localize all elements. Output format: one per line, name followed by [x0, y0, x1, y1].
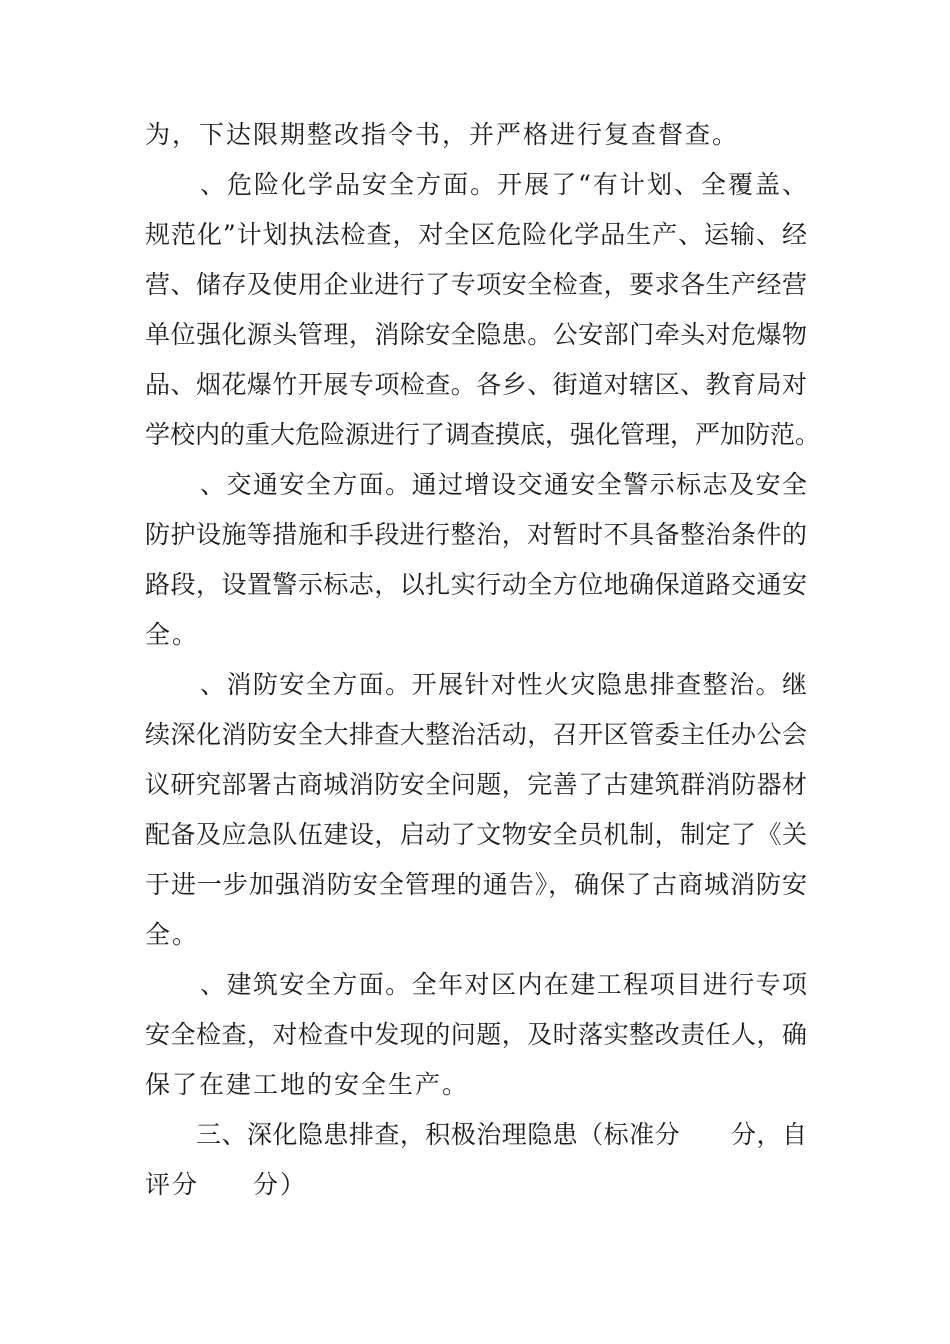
text-line: 营、储存及使用企业进行了专项安全检查，要求各生产经营 — [145, 270, 807, 299]
text-line: 路段，设置警示标志，以扎实行动全方位地确保道路交通安 — [145, 570, 807, 599]
text-line: 配备及应急队伍建设，启动了文物安全员机制，制定了《关 — [145, 820, 807, 849]
text-line: 保了在建工地的安全生产。 — [145, 1070, 470, 1099]
section-heading-hazard-investigation: 三、深化隐患排查，积极治理隐患（标准分 分，自 — [196, 1120, 807, 1149]
text-line: 为，下达限期整改指令书，并严格进行复查督查。 — [145, 120, 740, 149]
text-line: 于进一步加强消防安全管理的通告》，确保了古商城消防安 — [145, 870, 807, 899]
text-line: 安全检查，对检查中发现的问题，及时落实整改责任人，确 — [145, 1020, 807, 1049]
section-heading-traffic-safety: 、交通安全方面。通过增设交通安全警示标志及安全 — [200, 470, 807, 499]
text-line: 议研究部署古商城消防安全问题，完善了古建筑群消防器材 — [145, 770, 807, 799]
text-line: 品、烟花爆竹开展专项检查。各乡、街道对辖区、教育局对 — [145, 370, 807, 399]
text-line: 续深化消防安全大排查大整治活动，召开区管委主任办公会 — [145, 720, 807, 749]
text-line: 防护设施等措施和手段进行整治，对暂时不具备整治条件的 — [145, 520, 807, 549]
text-line: 评分 分） — [145, 1170, 308, 1199]
text-line: 单位强化源头管理，消除安全隐患。公安部门牵头对危爆物 — [145, 320, 807, 349]
section-heading-construction-safety: 、建筑安全方面。全年对区内在建工程项目进行专项 — [200, 970, 807, 999]
text-line: 全。 — [145, 620, 200, 649]
text-line: 全。 — [145, 920, 200, 949]
section-heading-fire-safety: 、消防安全方面。开展针对性火灾隐患排查整治。继 — [200, 670, 807, 699]
text-line: 规范化”计划执法检查，对全区危险化学品生产、运输、经 — [145, 220, 807, 249]
section-heading-hazardous-chemicals: 、危险化学品安全方面。开展了“有计划、全覆盖、 — [200, 170, 807, 199]
text-line: 学校内的重大危险源进行了调查摸底，强化管理，严加防范。 — [145, 420, 821, 449]
